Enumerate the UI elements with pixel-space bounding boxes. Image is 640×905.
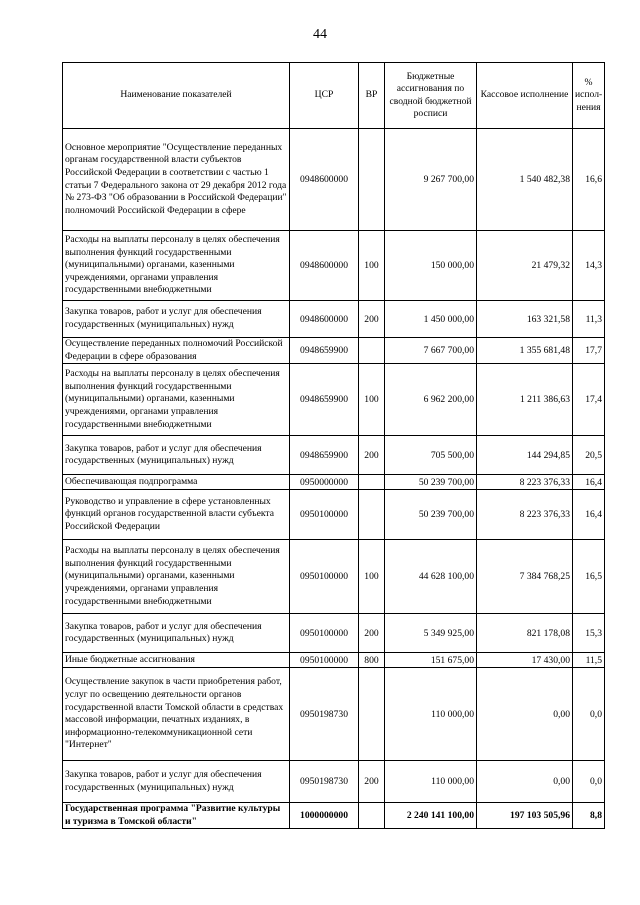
budget-execution-table xyxy=(62,62,605,829)
cell-cash: 17 430,00 xyxy=(477,653,573,668)
table-row xyxy=(63,436,605,475)
cell-csr: 0948659900 xyxy=(290,364,359,436)
cell-name: Обеспечивающая подпрограмма xyxy=(63,475,290,490)
cell-vr xyxy=(359,803,385,829)
cell-pct: 17,4 xyxy=(573,364,605,436)
cell-csr: 0950100000 xyxy=(290,653,359,668)
cell-vr: 800 xyxy=(359,653,385,668)
cell-cash: 7 384 768,25 xyxy=(477,540,573,614)
cell-assignments: 50 239 700,00 xyxy=(385,490,477,540)
table-row xyxy=(63,761,605,803)
cell-name: Закупка товаров, работ и услуг для обеспечения государственных (муниципальных) нужд xyxy=(63,436,290,475)
header-cash: Кассовое исполнение xyxy=(477,63,573,129)
cell-pct: 0,0 xyxy=(573,668,605,761)
cell-cash: 1 355 681,48 xyxy=(477,338,573,364)
cell-vr xyxy=(359,490,385,540)
cell-assignments: 6 962 200,00 xyxy=(385,364,477,436)
cell-name: Иные бюджетные ассигнования xyxy=(63,653,290,668)
cell-cash: 0,00 xyxy=(477,761,573,803)
cell-pct: 14,3 xyxy=(573,231,605,301)
cell-cash: 1 211 386,63 xyxy=(477,364,573,436)
cell-vr xyxy=(359,475,385,490)
cell-cash: 163 321,58 xyxy=(477,301,573,338)
header-csr: ЦСР xyxy=(290,63,359,129)
cell-csr: 0948659900 xyxy=(290,338,359,364)
table-row xyxy=(63,129,605,231)
cell-name: Закупка товаров, работ и услуг для обеспечения государственных (муниципальных) нужд xyxy=(63,301,290,338)
cell-name: Осуществление закупок в части приобретения работ, услуг по освещению деятельности органов государственной власти Томской области в средствах массовой информации, печатных изданиях, в информационно-телекоммуникационной сети "Интернет" xyxy=(63,668,290,761)
cell-name: Расходы на выплаты персоналу в целях обеспечения выполнения функций государственными (муниципальными) органами, казенными учреждениями, органами управления государственными внебюджетными xyxy=(63,364,290,436)
cell-csr: 1000000000 xyxy=(290,803,359,829)
cell-cash: 821 178,08 xyxy=(477,614,573,653)
cell-vr xyxy=(359,668,385,761)
cell-vr: 200 xyxy=(359,761,385,803)
cell-vr: 100 xyxy=(359,364,385,436)
table-header-row xyxy=(63,63,605,129)
cell-assignments: 50 239 700,00 xyxy=(385,475,477,490)
cell-vr: 200 xyxy=(359,614,385,653)
cell-csr: 0950000000 xyxy=(290,475,359,490)
cell-pct: 8,8 xyxy=(573,803,605,829)
table-row xyxy=(63,668,605,761)
cell-cash: 8 223 376,33 xyxy=(477,475,573,490)
cell-vr: 200 xyxy=(359,301,385,338)
header-name: Наименование показателей xyxy=(63,63,290,129)
cell-name: Расходы на выплаты персоналу в целях обеспечения выполнения функций государственными (муниципальными) органами, казенными учреждениями, органами управления государственными внебюджетными xyxy=(63,540,290,614)
cell-vr xyxy=(359,129,385,231)
cell-name: Руководство и управление в сфере установленных функций органов государственной власти субъекта Российской Федерации xyxy=(63,490,290,540)
cell-name: Закупка товаров, работ и услуг для обеспечения государственных (муниципальных) нужд xyxy=(63,761,290,803)
cell-csr: 0950100000 xyxy=(290,540,359,614)
cell-assignments: 7 667 700,00 xyxy=(385,338,477,364)
cell-csr: 0950198730 xyxy=(290,668,359,761)
cell-csr: 0948659900 xyxy=(290,436,359,475)
cell-vr xyxy=(359,338,385,364)
cell-name: Государственная программа "Развитие культуры и туризма в Томской области" xyxy=(63,803,290,829)
table-row xyxy=(63,231,605,301)
cell-assignments: 110 000,00 xyxy=(385,761,477,803)
table-row xyxy=(63,653,605,668)
cell-csr: 0948600000 xyxy=(290,129,359,231)
cell-pct: 11,3 xyxy=(573,301,605,338)
cell-cash: 21 479,32 xyxy=(477,231,573,301)
header-assignments: Бюджетные ассигнования по сводной бюджетной росписи xyxy=(385,63,477,129)
table-row xyxy=(63,803,605,829)
cell-csr: 0950100000 xyxy=(290,614,359,653)
cell-name: Основное мероприятие "Осуществление переданных органам государственной власти субъектов Российской Федерации в соответствии с частью 1 статьи 7 Федерального закона от 29 декабря 2012 года № 273-ФЗ "Об образовании в Российской Федерации" полномочий Российской Федерации в сфере xyxy=(63,129,290,231)
cell-assignments: 5 349 925,00 xyxy=(385,614,477,653)
cell-assignments: 151 675,00 xyxy=(385,653,477,668)
table-row xyxy=(63,475,605,490)
table-row xyxy=(63,614,605,653)
cell-pct: 16,6 xyxy=(573,129,605,231)
cell-assignments: 44 628 100,00 xyxy=(385,540,477,614)
table-row xyxy=(63,301,605,338)
table-row xyxy=(63,490,605,540)
cell-assignments: 110 000,00 xyxy=(385,668,477,761)
cell-name: Расходы на выплаты персоналу в целях обеспечения выполнения функций государственными (муниципальными) органами, казенными учреждениями, органами управления государственными внебюджетными xyxy=(63,231,290,301)
cell-assignments: 150 000,00 xyxy=(385,231,477,301)
cell-csr: 0950198730 xyxy=(290,761,359,803)
cell-pct: 0,0 xyxy=(573,761,605,803)
cell-cash: 1 540 482,38 xyxy=(477,129,573,231)
table-row xyxy=(63,364,605,436)
cell-assignments: 2 240 141 100,00 xyxy=(385,803,477,829)
table-row xyxy=(63,338,605,364)
cell-assignments: 9 267 700,00 xyxy=(385,129,477,231)
cell-cash: 0,00 xyxy=(477,668,573,761)
cell-cash: 197 103 505,96 xyxy=(477,803,573,829)
page-number: 44 xyxy=(313,27,327,42)
cell-csr: 0948600000 xyxy=(290,301,359,338)
cell-pct: 15,3 xyxy=(573,614,605,653)
cell-pct: 16,4 xyxy=(573,475,605,490)
cell-cash: 8 223 376,33 xyxy=(477,490,573,540)
cell-pct: 16,5 xyxy=(573,540,605,614)
header-pct: % испол-нения xyxy=(573,63,605,129)
cell-vr: 100 xyxy=(359,540,385,614)
header-vr: ВР xyxy=(359,63,385,129)
cell-assignments: 1 450 000,00 xyxy=(385,301,477,338)
table-row xyxy=(63,540,605,614)
cell-vr: 200 xyxy=(359,436,385,475)
cell-pct: 20,5 xyxy=(573,436,605,475)
cell-name: Закупка товаров, работ и услуг для обеспечения государственных (муниципальных) нужд xyxy=(63,614,290,653)
cell-name: Осуществление переданных полномочий Российской Федерации в сфере образования xyxy=(63,338,290,364)
cell-cash: 144 294,85 xyxy=(477,436,573,475)
cell-vr: 100 xyxy=(359,231,385,301)
cell-csr: 0950100000 xyxy=(290,490,359,540)
cell-pct: 11,5 xyxy=(573,653,605,668)
cell-pct: 16,4 xyxy=(573,490,605,540)
cell-csr: 0948600000 xyxy=(290,231,359,301)
cell-assignments: 705 500,00 xyxy=(385,436,477,475)
cell-pct: 17,7 xyxy=(573,338,605,364)
